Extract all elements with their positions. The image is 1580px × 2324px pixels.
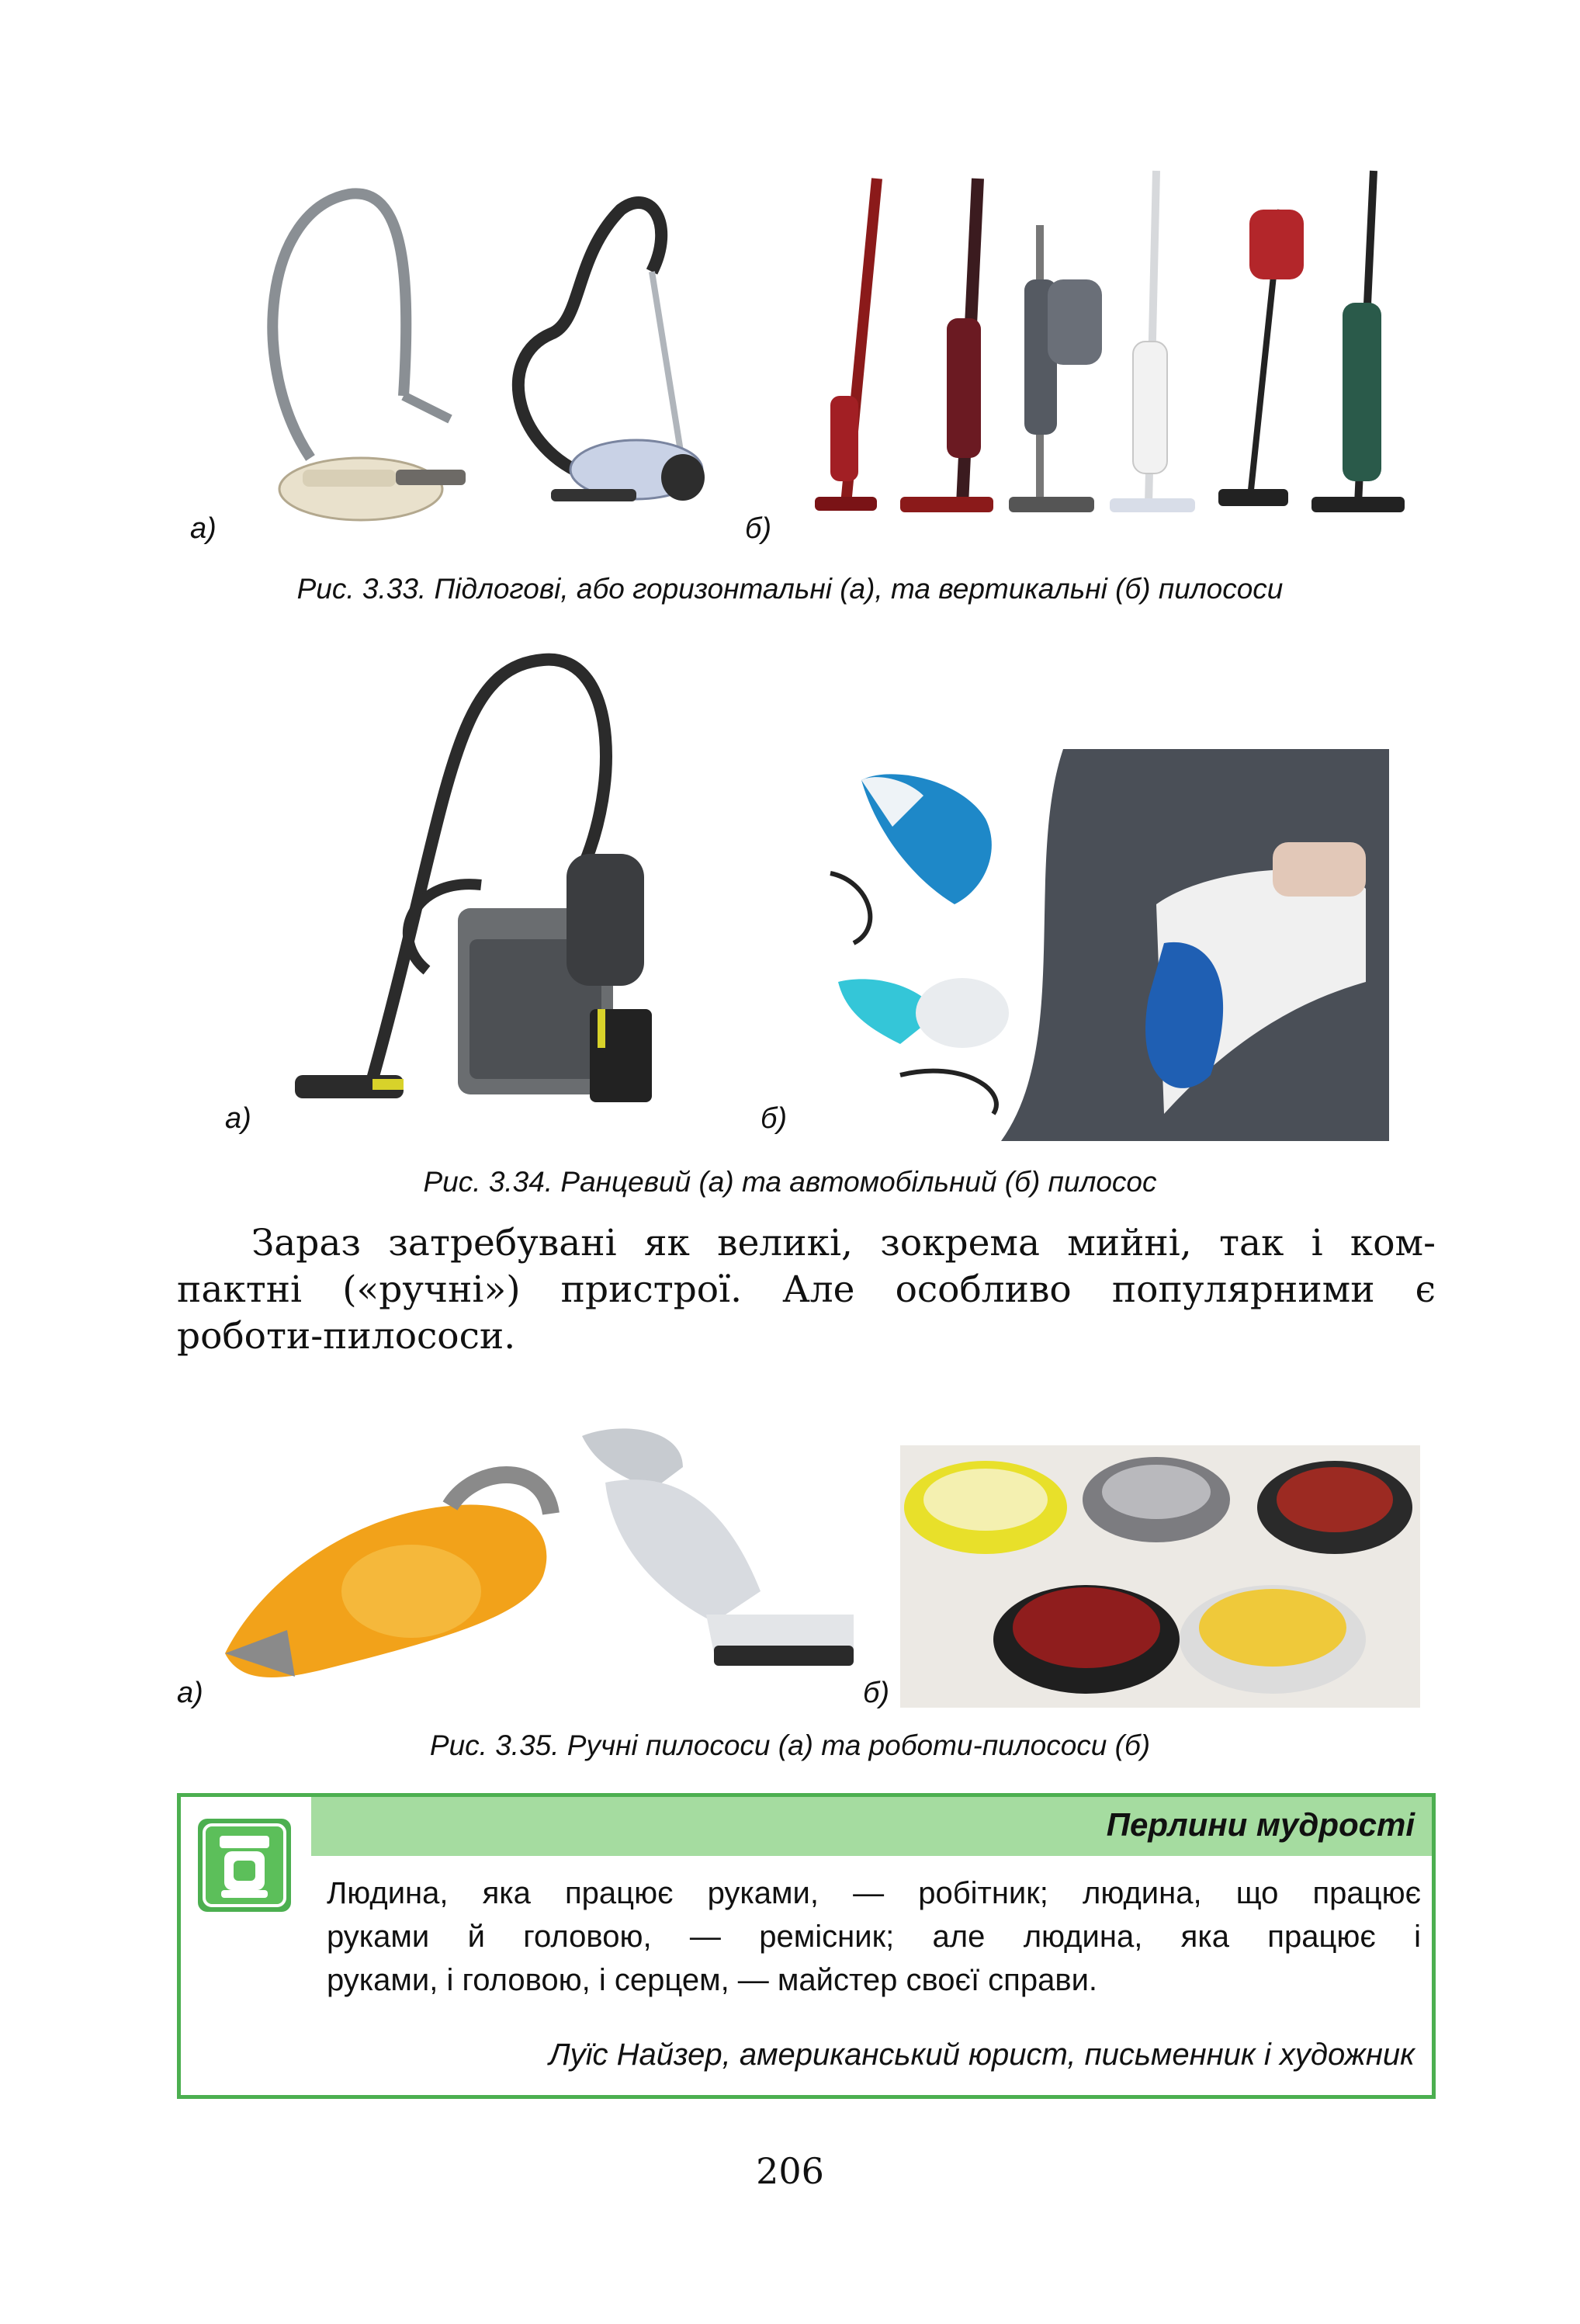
quote-line-1: Людина, яка працює руками, — робітник; людина, що працює (327, 1876, 1421, 1910)
figure-label-b: б) (863, 1677, 890, 1709)
paragraph-line-3: роботи-пилососи. (177, 1315, 516, 1358)
figure-label-a: а) (190, 512, 217, 545)
body-paragraph (177, 1220, 1436, 1360)
quote-line-3: руками, і головою, і серцем, — майстер своєї справи. (327, 1963, 1098, 1997)
page-number: 206 (756, 2150, 824, 2192)
backpack-vacuum-photo (295, 644, 698, 1126)
paragraph-line-1: Зараз затребувані як великі, зокрема мийні, так і ком- (251, 1222, 1436, 1264)
wisdom-author: Луїс Найзер, американський юрист, письменник і художник (549, 2038, 1415, 2072)
figure-caption-3-35: Рис. 3.35. Ручні пилососи (а) та роботи-пилососи (б) (429, 1729, 1151, 1761)
robot-vacuums-photo (900, 1445, 1420, 1708)
figure-label-a: а) (225, 1102, 251, 1135)
figure-label-b: б) (745, 512, 772, 545)
figure-caption-3-33: Рис. 3.33. Підлогові, або горизонтальні (а), та вертикальні (б) пилососи (296, 573, 1284, 605)
vacuum-icon (198, 1819, 291, 1912)
wisdom-quote (327, 1871, 1421, 2002)
wisdom-box (177, 1793, 1436, 2099)
handheld-vacuums-photo (217, 1420, 869, 1708)
car-vacuum-photo (807, 749, 1389, 1141)
floor-vacuums-photo (217, 163, 745, 528)
wisdom-title: Перлини мудрості (1106, 1806, 1415, 1843)
figure-label-a: а) (177, 1677, 203, 1709)
wisdom-header (311, 1797, 1432, 1856)
paragraph-line-2: пактні («ручні») пристрої. Але особливо популярними є (177, 1268, 1436, 1311)
stick-vacuums-photo (784, 163, 1412, 528)
figure-caption-3-34: Рис. 3.34. Ранцевий (а) та автомобільний (б) пилосос (423, 1166, 1157, 1198)
figure-label-b: б) (761, 1102, 788, 1135)
quote-line-2: руками й головою, — ремісник; але людина, яка працює і (327, 1920, 1421, 1954)
